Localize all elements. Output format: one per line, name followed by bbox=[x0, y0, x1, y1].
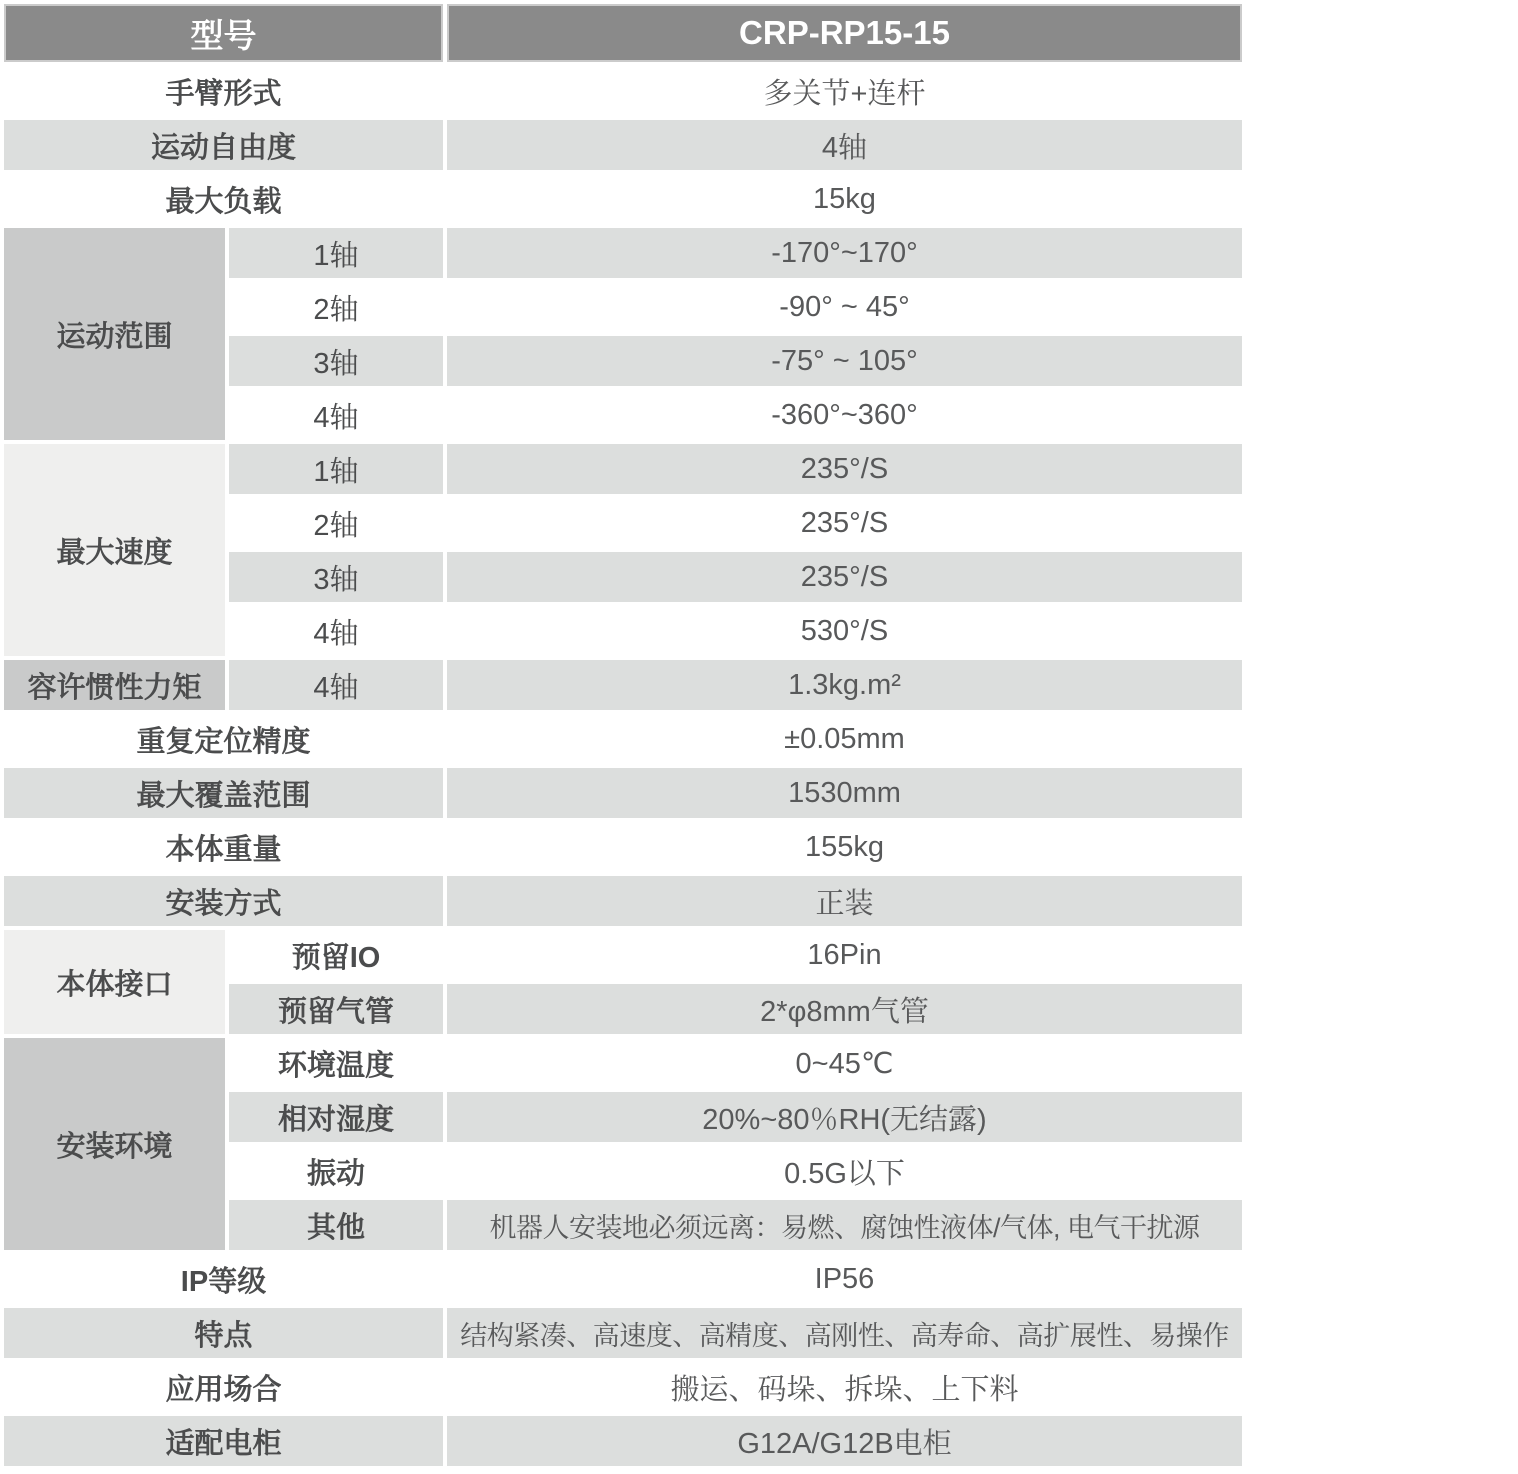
motion-range-axis2-value: -90° ~ 45° bbox=[447, 282, 1242, 332]
arm-type-label: 手臂形式 bbox=[4, 66, 443, 116]
env-vibration-sub: 振动 bbox=[229, 1146, 443, 1196]
row-motion-range-axis1 bbox=[4, 228, 1242, 278]
env-temperature-value: 0~45℃ bbox=[447, 1038, 1242, 1088]
cabinet-label: 适配电柜 bbox=[4, 1416, 443, 1466]
motion-range-axis3-value: -75° ~ 105° bbox=[447, 336, 1242, 386]
ip-rating-value: IP56 bbox=[447, 1254, 1242, 1304]
env-vibration-value: 0.5G以下 bbox=[447, 1146, 1242, 1196]
env-humidity-value: 20%~80％RH(无结露) bbox=[447, 1092, 1242, 1142]
applications-value: 搬运、码垛、拆垛、上下料 bbox=[447, 1362, 1242, 1412]
body-weight-label: 本体重量 bbox=[4, 822, 443, 872]
row-repeatability bbox=[4, 714, 1242, 764]
body-interface-io-value: 16Pin bbox=[447, 930, 1242, 980]
row-dof bbox=[4, 120, 1242, 170]
environment-group-label: 安装环境 bbox=[4, 1038, 225, 1250]
row-max-payload bbox=[4, 174, 1242, 224]
motion-range-axis4-sub: 4轴 bbox=[229, 390, 443, 440]
dof-value: 4轴 bbox=[447, 120, 1242, 170]
row-max-reach bbox=[4, 768, 1242, 818]
body-interface-group-label: 本体接口 bbox=[4, 930, 225, 1034]
mounting-value: 正装 bbox=[447, 876, 1242, 926]
max-speed-axis3-value: 235°/S bbox=[447, 552, 1242, 602]
motion-range-axis1-value: -170°~170° bbox=[447, 228, 1242, 278]
dof-label: 运动自由度 bbox=[4, 120, 443, 170]
repeatability-value: ±0.05mm bbox=[447, 714, 1242, 764]
motion-range-axis1-sub: 1轴 bbox=[229, 228, 443, 278]
model-header-value: CRP-RP15-15 bbox=[447, 4, 1242, 62]
env-humidity-sub: 相对湿度 bbox=[229, 1092, 443, 1142]
max-speed-group-label: 最大速度 bbox=[4, 444, 225, 656]
max-speed-axis4-sub: 4轴 bbox=[229, 606, 443, 656]
max-speed-axis2-sub: 2轴 bbox=[229, 498, 443, 548]
max-speed-axis1-sub: 1轴 bbox=[229, 444, 443, 494]
max-reach-label: 最大覆盖范围 bbox=[4, 768, 443, 818]
features-value: 结构紧凑、高速度、高精度、高刚性、高寿命、高扩展性、易操作 bbox=[447, 1308, 1242, 1358]
body-interface-air-value: 2*φ8mm气管 bbox=[447, 984, 1242, 1034]
env-other-value: 机器人安装地必须远离：易燃、腐蚀性液体/气体, 电气干扰源 bbox=[447, 1200, 1242, 1250]
row-max-speed-axis1 bbox=[4, 444, 1242, 494]
row-env-temperature bbox=[4, 1038, 1242, 1088]
row-arm-type bbox=[4, 66, 1242, 116]
motion-range-axis3-sub: 3轴 bbox=[229, 336, 443, 386]
max-speed-axis4-value: 530°/S bbox=[447, 606, 1242, 656]
max-speed-axis3-sub: 3轴 bbox=[229, 552, 443, 602]
body-interface-air-sub: 预留气管 bbox=[229, 984, 443, 1034]
body-weight-value: 155kg bbox=[447, 822, 1242, 872]
features-label: 特点 bbox=[4, 1308, 443, 1358]
inertia-label: 容许惯性力矩 bbox=[4, 660, 225, 710]
row-features bbox=[4, 1308, 1242, 1358]
ip-rating-label: IP等级 bbox=[4, 1254, 443, 1304]
body-interface-io-sub: 预留IO bbox=[229, 930, 443, 980]
env-temperature-sub: 环境温度 bbox=[229, 1038, 443, 1088]
max-reach-value: 1530mm bbox=[447, 768, 1242, 818]
max-speed-axis2-value: 235°/S bbox=[447, 498, 1242, 548]
model-header-label: 型号 bbox=[4, 4, 443, 62]
mounting-label: 安装方式 bbox=[4, 876, 443, 926]
applications-label: 应用场合 bbox=[4, 1362, 443, 1412]
inertia-sub: 4轴 bbox=[229, 660, 443, 710]
env-other-sub: 其他 bbox=[229, 1200, 443, 1250]
repeatability-label: 重复定位精度 bbox=[4, 714, 443, 764]
header-row bbox=[4, 4, 1242, 62]
motion-range-axis2-sub: 2轴 bbox=[229, 282, 443, 332]
row-body-interface-io bbox=[4, 930, 1242, 980]
max-speed-axis1-value: 235°/S bbox=[447, 444, 1242, 494]
max-payload-value: 15kg bbox=[447, 174, 1242, 224]
row-body-weight bbox=[4, 822, 1242, 872]
motion-range-group-label: 运动范围 bbox=[4, 228, 225, 440]
row-inertia bbox=[4, 660, 1242, 710]
motion-range-axis4-value: -360°~360° bbox=[447, 390, 1242, 440]
row-ip-rating bbox=[4, 1254, 1242, 1304]
max-payload-label: 最大负载 bbox=[4, 174, 443, 224]
inertia-value: 1.3kg.m² bbox=[447, 660, 1242, 710]
row-applications bbox=[4, 1362, 1242, 1412]
arm-type-value: 多关节+连杆 bbox=[447, 66, 1242, 116]
row-mounting bbox=[4, 876, 1242, 926]
row-cabinet bbox=[4, 1416, 1242, 1466]
cabinet-value: G12A/G12B电柜 bbox=[447, 1416, 1242, 1466]
